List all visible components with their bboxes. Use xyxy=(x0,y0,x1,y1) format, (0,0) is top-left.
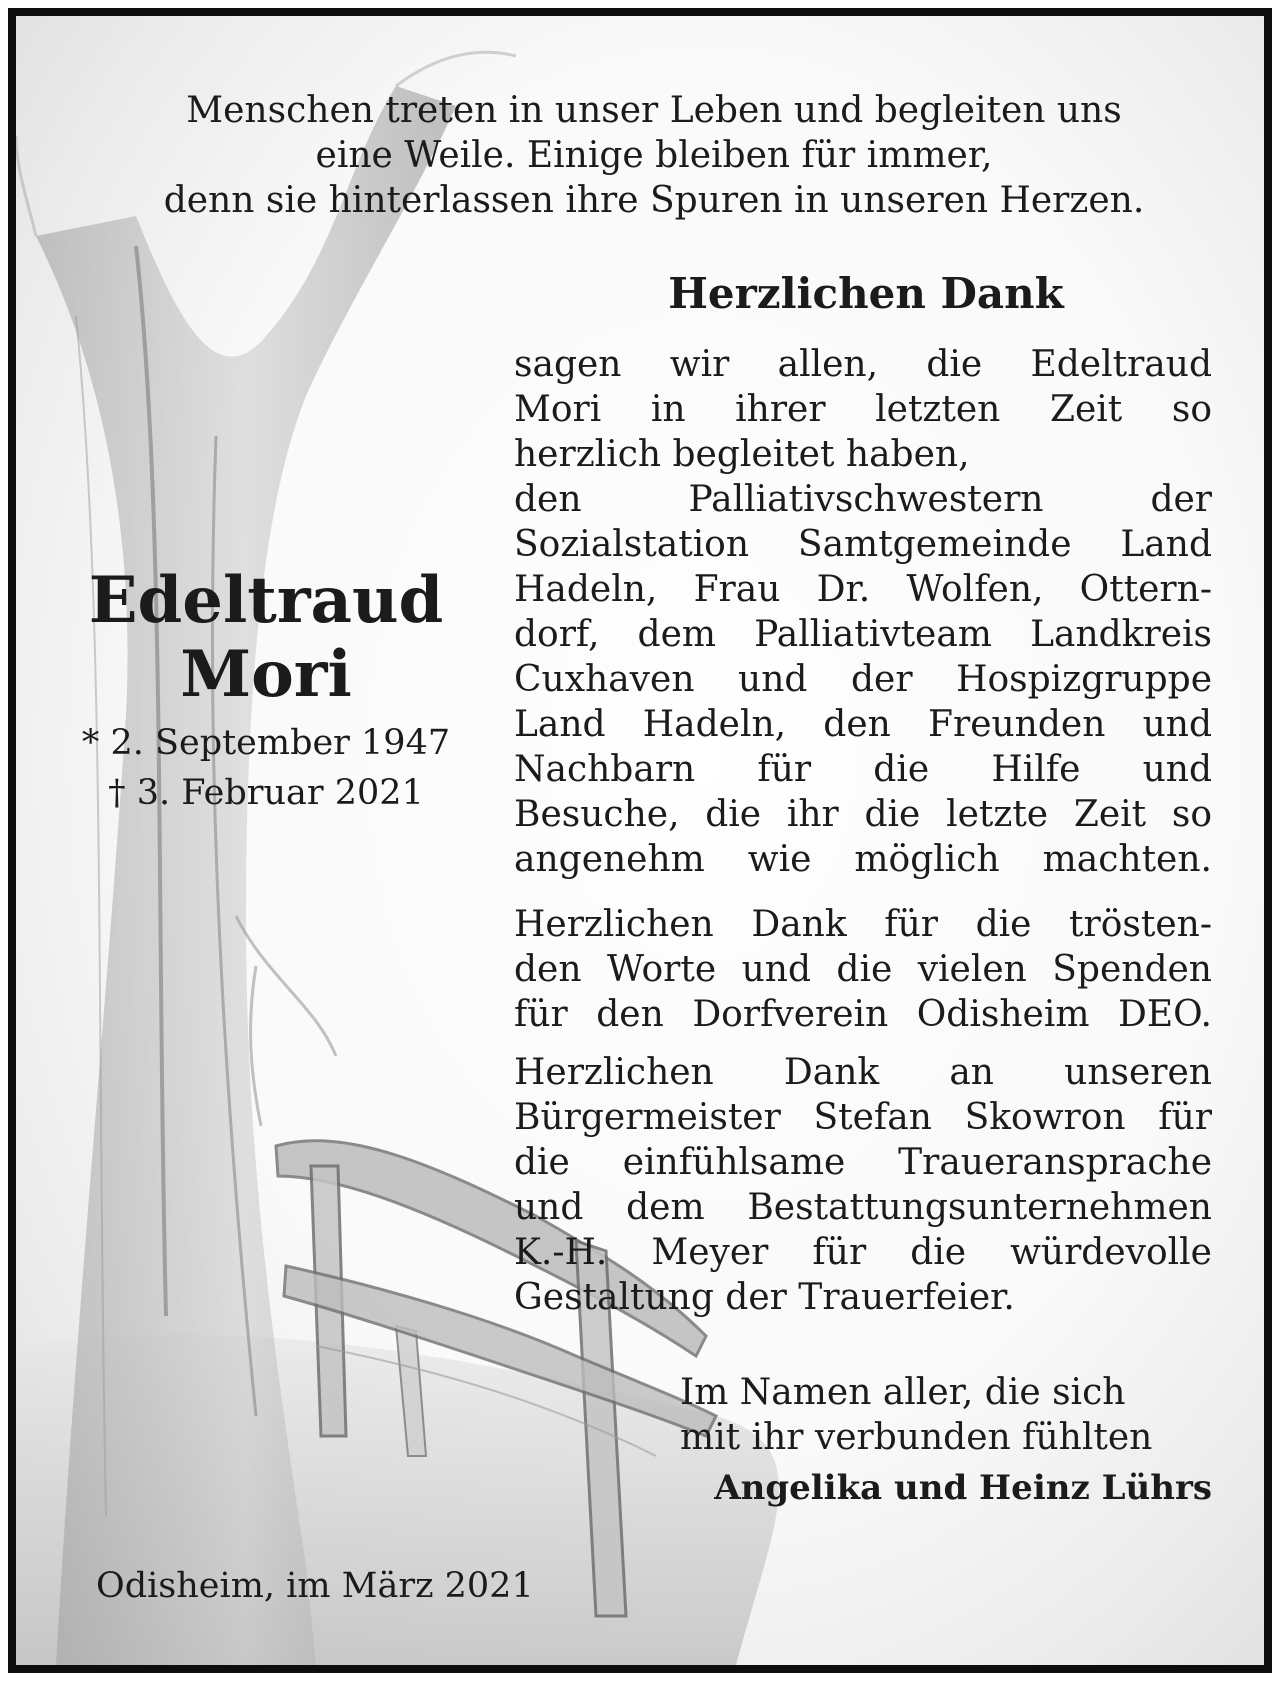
closing-line: mit ihr verbunden fühlten xyxy=(680,1417,1153,1458)
thanks-paragraph-3 xyxy=(514,1050,1212,1320)
closing-text xyxy=(680,1370,1220,1460)
text-line: angenehm wie möglich machten. xyxy=(514,839,1212,880)
text-line: die einfühlsame Traueransprache xyxy=(514,1142,1212,1183)
first-name: Edeltraud xyxy=(88,563,444,638)
text-line: Bürgermeister Stefan Skowron für xyxy=(514,1097,1212,1138)
text-line: den Palliativschwestern der xyxy=(514,479,1212,520)
death-date: † 3. Februar 2021 xyxy=(108,773,424,813)
last-name: Mori xyxy=(180,637,352,712)
text-line: herzlich begleitet haben, xyxy=(514,434,970,475)
place-date: Odisheim, im März 2021 xyxy=(96,1566,534,1606)
obituary-frame xyxy=(8,8,1272,1673)
text-line: Hadeln, Frau Dr. Wolfen, Ottern- xyxy=(514,569,1212,610)
life-dates xyxy=(36,718,496,818)
text-line: Land Hadeln, den Freunden und xyxy=(514,704,1212,745)
signers: Angelika und Heinz Lührs xyxy=(714,1468,1212,1508)
thanks-paragraph-2 xyxy=(514,902,1212,1037)
text-line: für den Dorfverein Odisheim DEO. xyxy=(514,994,1212,1035)
text-line: Besuche, die ihr die letzte Zeit so xyxy=(514,794,1212,835)
text-line: Nachbarn für die Hilfe und xyxy=(514,749,1212,790)
poem-line: Menschen treten in unser Leben und begleiten uns xyxy=(186,90,1122,131)
birth-date: * 2. September 1947 xyxy=(81,723,451,763)
deceased-name xyxy=(36,564,496,712)
text-line: und dem Bestattungsunternehmen xyxy=(514,1187,1212,1228)
text-line: Sozialstation Samtgemeinde Land xyxy=(514,524,1212,565)
text-line: Gestaltung der Trauerfeier. xyxy=(514,1277,1015,1318)
text-line: Herzlichen Dank für die trösten- xyxy=(514,904,1212,945)
text-line: Herzlichen Dank an unseren xyxy=(514,1052,1212,1093)
text-line: Mori in ihrer letzten Zeit so xyxy=(514,389,1212,430)
text-line: den Worte und die vielen Spenden xyxy=(514,949,1212,990)
text-line: sagen wir allen, die Edeltraud xyxy=(514,344,1212,385)
poem-line: denn sie hinterlassen ihre Spuren in unseren Herzen. xyxy=(163,180,1145,221)
text-line: K.-H. Meyer für die würdevolle xyxy=(514,1232,1212,1273)
thanks-paragraph-1 xyxy=(514,342,1212,882)
thanks-heading: Herzlichen Dank xyxy=(668,269,1064,318)
text-line: Cuxhaven und der Hospizgruppe xyxy=(514,659,1212,700)
poem-line: eine Weile. Einige bleiben für immer, xyxy=(315,135,993,176)
opening-poem xyxy=(76,88,1232,223)
text-line: dorf, dem Palliativteam Landkreis xyxy=(514,614,1212,655)
closing-line: Im Namen aller, die sich xyxy=(680,1372,1126,1413)
